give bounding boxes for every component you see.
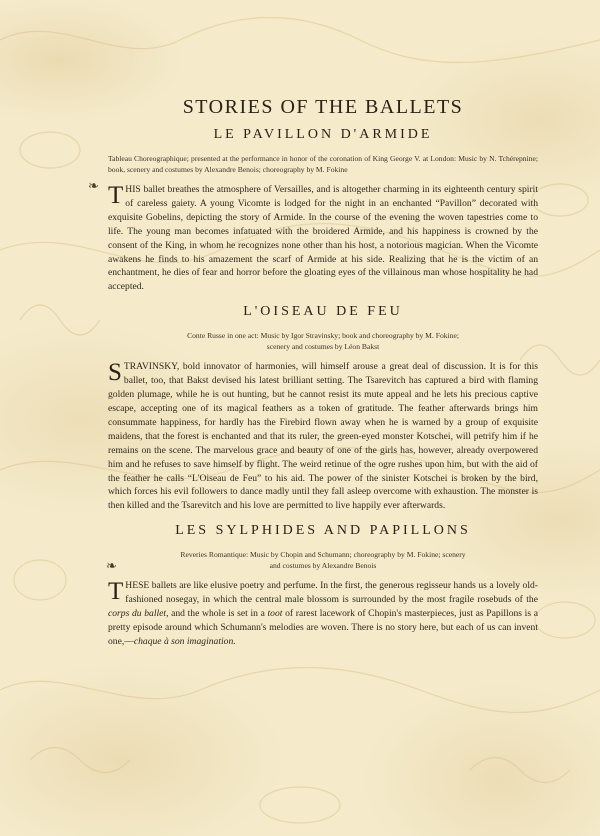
section-body: [108, 360, 538, 513]
section-title: LE PAVILLON D'ARMIDE: [213, 127, 433, 142]
margin-ornament: ❧: [88, 178, 99, 193]
section-oiseau: [108, 304, 538, 513]
margin-ornament: ❧: [106, 558, 117, 573]
drop-cap: T: [108, 182, 124, 209]
body-text-italic: corps du ballet: [108, 608, 167, 620]
body-text: , and the whole is set in a: [166, 608, 268, 620]
body-text-italic: toot: [267, 608, 283, 620]
section-subtitle: Conte Russe in one act: Music by Igor Stravinsky; book and choreography by M. Fokine; scenery and costumes by Léon Bakst: [187, 331, 459, 352]
drop-cap: S: [108, 359, 122, 387]
section-pavillon: [108, 127, 538, 294]
section-subtitle: Tableau Choreographique; presented at the performance in honor of the coronation of King George V. at London: Music by N. Tchérepnine; book, scenery and costumes by Alexandre Benois; choreography by M. Fokine: [108, 154, 538, 174]
drop-cap: T: [108, 578, 124, 606]
article: [108, 96, 538, 659]
body-text: HESE ballets are like elusive poetry and perfume. In the first, the generous regisseur hands us a lovely old-fashioned nosegay, in which the central male blossom is surrounded by the most fragile rosebuds of the: [125, 580, 538, 606]
body-text: of rarest lacework of Chopin's masterpieces, just as Papillons is a pretty episode around which Schumann's melodies are woven. There is no story here, but each of us can invent one,—: [108, 608, 538, 647]
section-subtitle: Reveries Romantique: Music by Chopin and Schumann; choreography by M. Fokine; scenery and costumes by Alexandre Benois: [180, 550, 466, 571]
section-sylphides: [108, 523, 538, 649]
section-title: LES SYLPHIDES AND PAPILLONS: [175, 523, 471, 539]
section-title: L'OISEAU DE FEU: [243, 304, 403, 320]
page-title: STORIES OF THE BALLETS: [182, 96, 464, 118]
body-text-italic: chaque à son imagination.: [133, 635, 236, 647]
section-body: [108, 579, 538, 649]
section-body: [108, 183, 538, 294]
body-text: TRAVINSKY, bold innovator of harmonies, will himself arouse a great deal of discussion. It is for this ballet, too, that Bakst devised his latest brilliant setting. The Tsarevitch has captured a bird with flaming golden plumage, while he is out hunting, but he cannot resist its mute appeal and he lets his precious captive escape, accepting one of its magical feathers as a token of gratitude. The feather afterwards brings him consummate happiness, for hardly has the Firebird flown away when he is warned by a group of exquisite maidens, that the forest is enchanted and that its ruler, the green-eyed monster Kotschei, will petrify him if he remains on the scene. The marvelous grace and beauty of one of the girls has, however, already overpowered him and he refuses to save himself by flight. The weird retinue of the ogre rushes upon him, but with the aid of the feather he calls “L'Oiseau de Feu” to his aid. The power of the sinister Kotschei is broken by the bird, which forces his evil followers to dance madly until they fall asleep overcome with exhaustion. The monster is then killed and the Tsarevitch and his love are permitted to live happily ever afterwards.: [108, 361, 538, 512]
body-text: HIS ballet breathes the atmosphere of Versailles, and is altogether charming in its eighteenth century spirit of careless gaiety. A young Vicomte is lodged for the night in an enchanted “Pavillon” decorated with exquisite Gobelins, depicting the story of Armide. In the course of the evening the woven tapestries come to life. The young man becomes infatuated with the broidered Armide, and his happiness is crowned by the consent of the King, in whom he recognizes none other than his host, a notorious magician. When the Vicomte awakens he finds to his amazement the scarf of Armide at his side. Realizing that he is the victim of an enchantment, he dies of fear and horror before the gloating eyes of the villainous man whose hospitality he had accepted.: [108, 184, 538, 293]
